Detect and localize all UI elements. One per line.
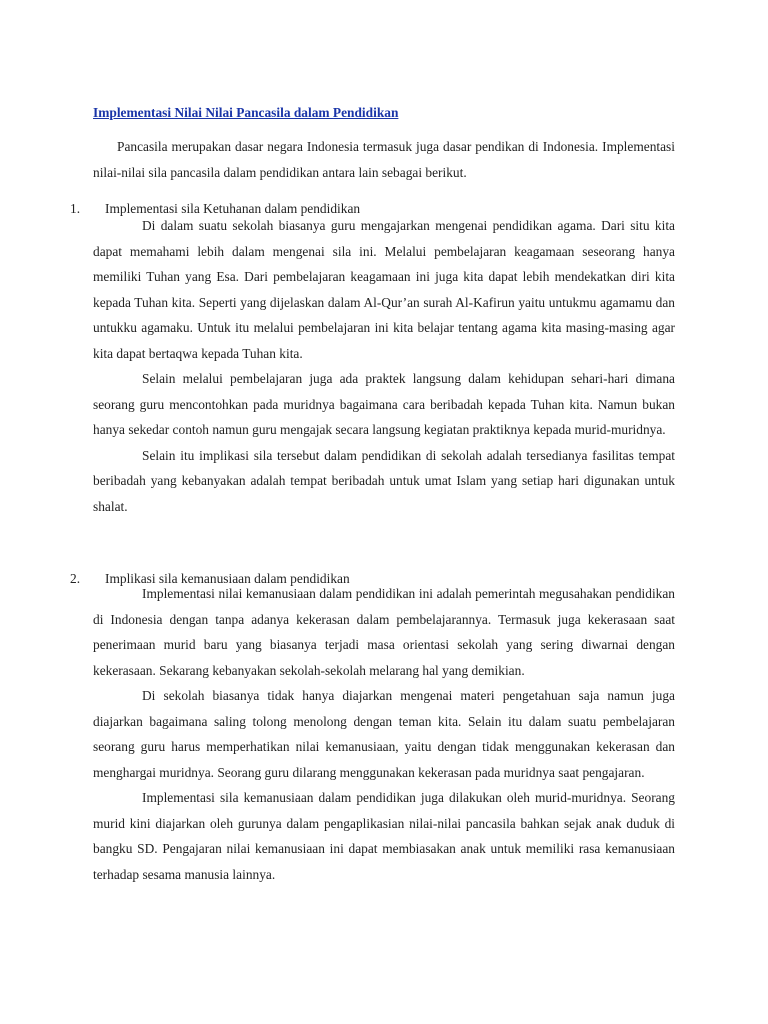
intro-paragraph: Pancasila merupakan dasar negara Indonesia termasuk juga dasar pendikan di Indonesia. Implementasi nilai-nilai sila pancasila dalam pendidikan antara lain sebagai berikut.: [93, 139, 675, 180]
section-2-title: Implikasi sila kemanusiaan dalam pendidikan: [105, 571, 350, 586]
section-1-paragraph-3: Selain itu implikasi sila tersebut dalam pendidikan di sekolah adalah tersedianya fasilitas tempat beribadah yang kebanyakan adalah tempat beribadah untuk umat Islam yang setiap hari digunakan untuk shalat.: [93, 447, 675, 514]
section-2-body: [93, 581, 675, 887]
section-1-paragraph-2: Selain melalui pembelajaran juga ada praktek langsung dalam kehidupan sehari-hari dimana seorang guru mencontohkan pada muridnya bagaimana cara beribadah kepada Tuhan kita. Namun bukan hanya sekedar contoh namun guru mengajak secara langsung kegiatan praktiknya kepada murid-muridnya.: [93, 371, 675, 437]
section-2-paragraph-1: Implementasi nilai kemanusiaan dalam pendidikan ini adalah pemerintah megusahakan pendidikan di Indonesia dengan tanpa adanya kekerasan dalam pembelajarannya. Termasuk juga kekerasaan saat penerimaan murid baru yang biasanya terjadi masa orientasi sekolah yang sering diwarnai dengan kekerasaan. Sekarang kebanyakan sekolah-sekolah melarang hal yang demikian.: [93, 586, 675, 678]
section-1-number: 1.: [70, 201, 81, 216]
section-2-paragraph-2: Di sekolah biasanya tidak hanya diajarkan mengenai materi pengetahuan saja namun juga diajarkan bagaimana saling tolong menolong dengan teman kita. Selain itu dalam suatu pembelajaran seorang guru harus memperhatikan nilai kemanusiaan, yaitu dengan tidak menggunakan kekerasan dan menghargai muridnya. Seorang guru dilarang menggunakan kekerasan pada muridnya saat pengajaran.: [93, 688, 675, 780]
section-2-number: 2.: [70, 571, 81, 586]
section-1-paragraph-1: Di dalam suatu sekolah biasanya guru mengajarkan mengenai pendidikan agama. Dari situ kita dapat memahami lebih dalam mengenai sila ini. Melalui pembelajaran keagamaan seseorang hanya memiliki Tuhan yang Esa. Dari pembelajaran keagamaan ini juga kita dapat lebih mendekatkan diri kita kepada Tuhan kita. Seperti yang dijelaskan dalam Al-Qur’an surah Al-Kafirun yaitu untukmu agamamu dan untukku agamaku. Untuk itu melalui pembelajaran ini kita belajar tentang agama kita masing-masing agar kita dapat bertaqwa kepada Tuhan kita.: [93, 218, 675, 361]
document-title: Implementasi Nilai Nilai Pancasila dalam Pendidikan: [93, 105, 399, 120]
section-1-body: [93, 213, 675, 519]
intro-paragraph-block: [93, 134, 675, 185]
section-1-title: Implementasi sila Ketuhanan dalam pendidikan: [105, 201, 361, 216]
section-2-paragraph-3: Implementasi sila kemanusiaan dalam pendidikan juga dilakukan oleh murid-muridnya. Seorang murid kini diajarkan oleh gurunya dalam pengaplikasian nilai-nilai pancasila bahkan sejak anak duduk di bangku SD. Pengajaran nilai kemanusiaan ini dapat membiasakan anak untuk memiliki rasa kemanusiaan terhadap sesama manusia lainnya.: [93, 790, 675, 882]
